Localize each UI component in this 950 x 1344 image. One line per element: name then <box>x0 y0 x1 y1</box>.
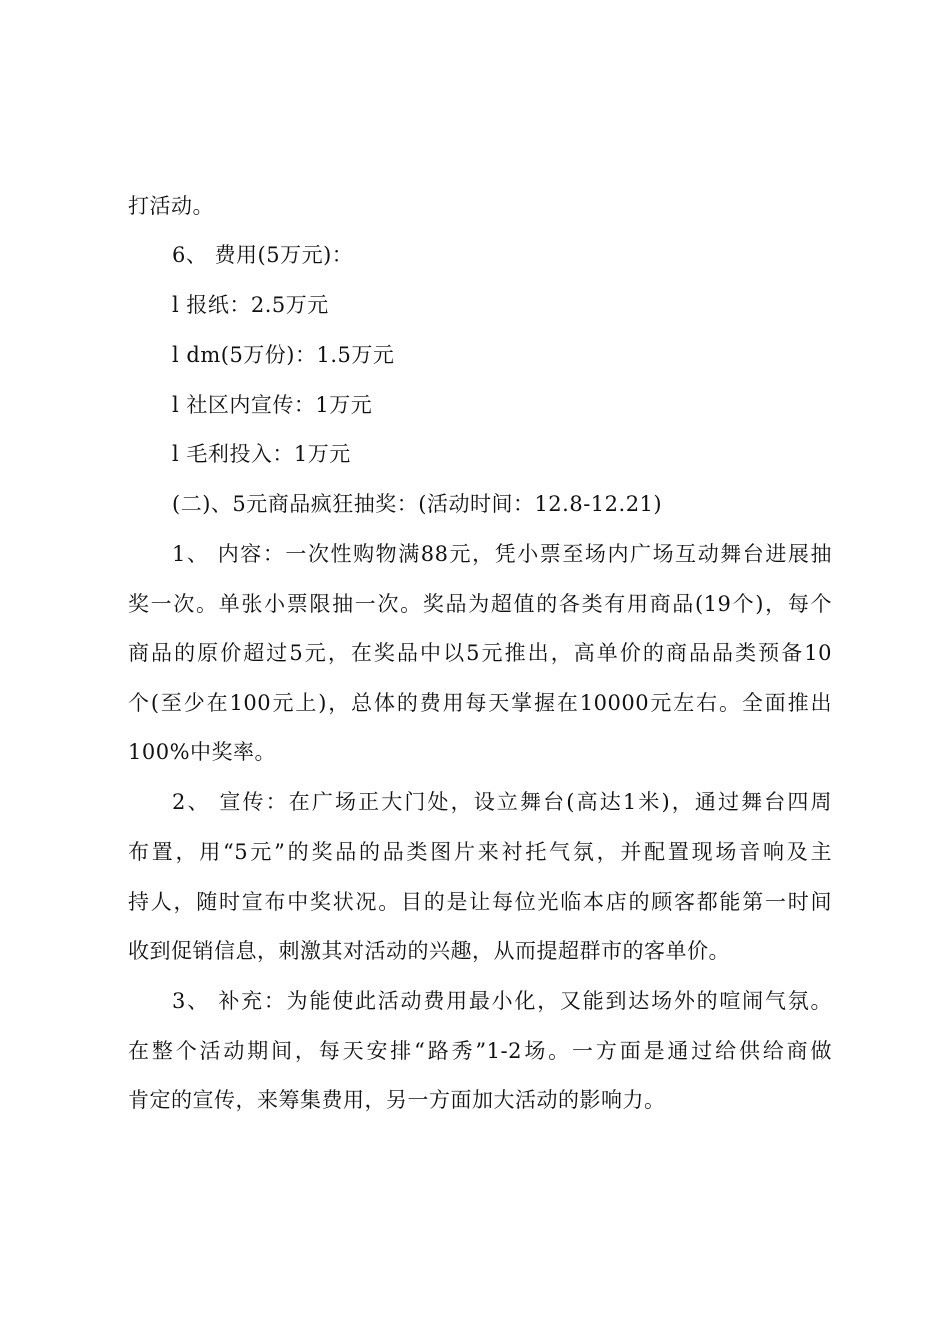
section-heading-fees: 6、 费用(5万元)： <box>172 243 354 267</box>
paragraph-line: 肯定的宣传，来筹集费用，另一方面加大活动的影响力。 <box>128 1088 666 1112</box>
fee-item-dm: l dm(5万份)：1.5万元 <box>172 343 395 367</box>
paragraph-line: 在整个活动期间，每天安排“路秀”1-2场。一方面是通过给供给商做 <box>128 1039 832 1063</box>
paragraph-line: 布置，用“5元”的奖品的品类图片来衬托气氛，并配置现场音响及主 <box>128 840 832 864</box>
text-line: 打活动。 <box>128 194 214 218</box>
paragraph-line: 持人，随时宣布中奖状况。目的是让每位光临本店的顾客都能第一时间 <box>128 890 832 914</box>
paragraph-line: 个(至少在100元上)，总体的费用每天掌握在10000元左右。全面推出 <box>128 691 832 715</box>
paragraph-line: 100%中奖率。 <box>128 740 277 764</box>
fee-item-community: l 社区内宣传：1万元 <box>172 393 373 417</box>
section-heading-lottery: (二)、5元商品疯狂抽奖：(活动时间：12.8-12.21) <box>172 492 663 516</box>
paragraph-line: 奖一次。单张小票限抽一次。奖品为超值的各类有用商品(19个)，每个 <box>128 592 832 616</box>
paragraph-line: 1、 内容：一次性购物满88元，凭小票至场内广场互动舞台进展抽 <box>172 542 832 566</box>
paragraph-line: 收到促销信息，刺激其对活动的兴趣，从而提超群市的客单价。 <box>128 939 730 963</box>
fee-item-newspaper: l 报纸：2.5万元 <box>172 293 329 317</box>
paragraph-line: 商品的原价超过5元，在奖品中以5元推出，高单价的商品品类预备10 <box>128 641 832 665</box>
fee-item-margin: l 毛利投入：1万元 <box>172 442 351 466</box>
paragraph-line: 3、 补充：为能使此活动费用最小化，又能到达场外的喧闹气氛。 <box>172 989 832 1013</box>
paragraph-line: 2、 宣传：在广场正大门处，设立舞台(高达1米)，通过舞台四周 <box>172 790 832 814</box>
